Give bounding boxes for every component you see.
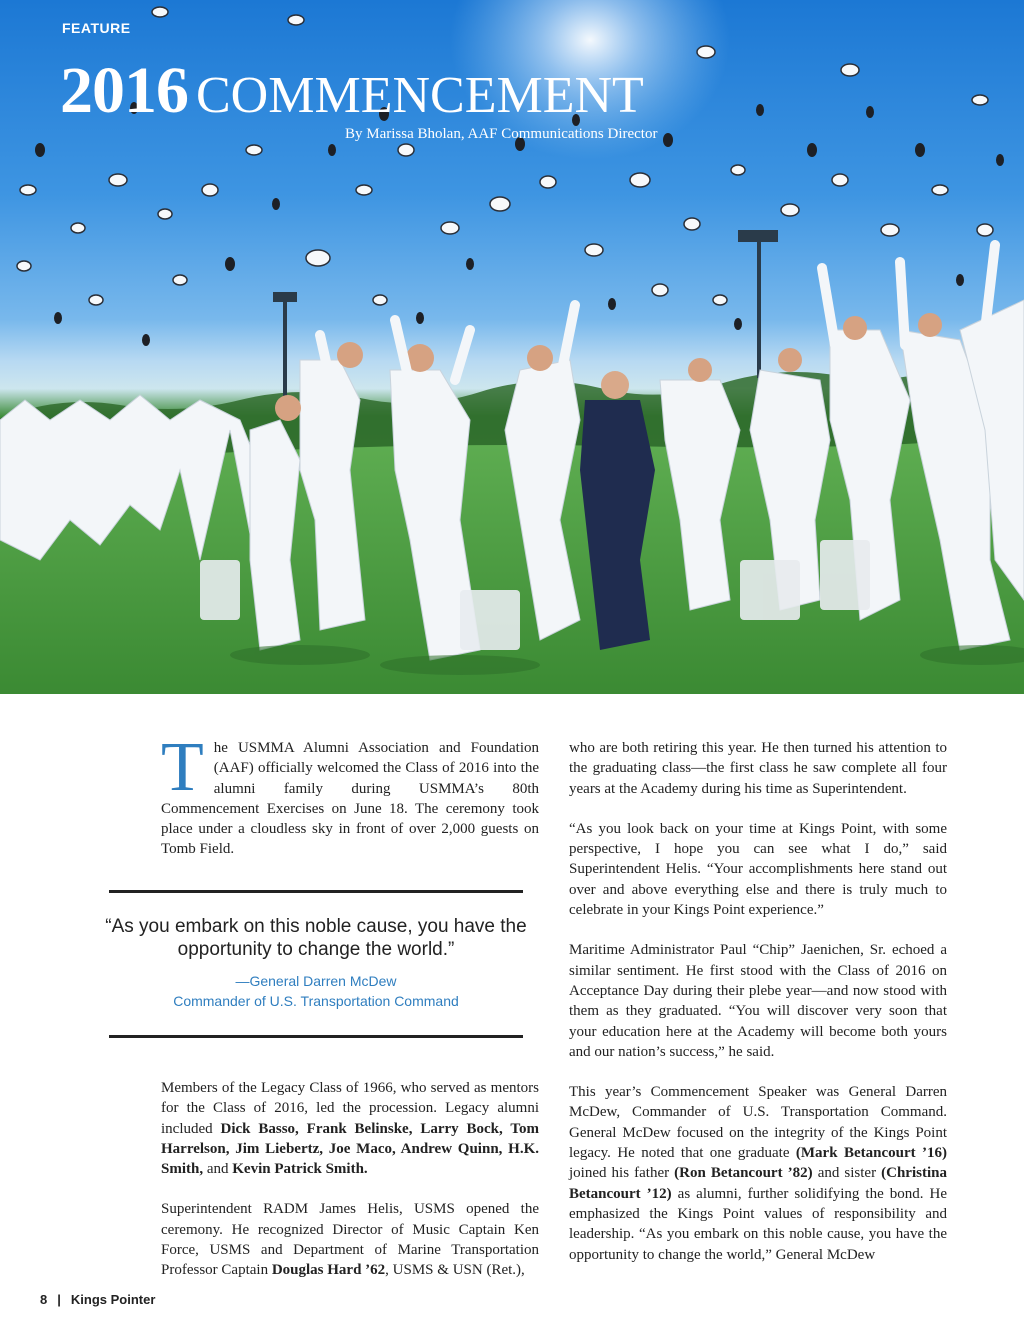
superintendent-text: Superintendent RADM James Helis, USMS opened the ceremony. He recognized Director of Music Captain Ken Force, USMS and Department of Marine Transportation Professor Captain (161, 1201, 539, 1279)
christina-betancourt: (Christina Betancourt ’12) (569, 1165, 947, 1202)
mcdew-text-e: and sister (812, 1165, 882, 1182)
pull-quote-top-rule (109, 890, 523, 893)
mcdew-paragraph (569, 1082, 947, 1265)
footer-separator: | (57, 1292, 61, 1307)
legacy-text: Members of the Legacy Class of 1966, who served as mentors for the Class of 2016, led the procession. Legacy alumni included (161, 1080, 539, 1137)
title-year: 2016 (60, 54, 188, 127)
title-word: COMMENCEMENT (196, 67, 644, 124)
page-title (60, 54, 644, 127)
intro-paragraph (161, 729, 539, 860)
page-footer (40, 1292, 155, 1307)
pull-quote (100, 890, 532, 1038)
intro-text: he USMMA Alumni Association and Foundation (AAF) officially welcomed the Class of 2016 into the alumni family during USMMA’s 80th Commencement Exercises on June 18. The ceremony took place under a cloudless sky in front of over 2,000 guests on Tomb Field. (161, 740, 539, 858)
mcdew-text-g: as alumni, further solidifying the bond. He emphasized the Kings Point values of responsibility and leadership. “As you embark on this noble cause, you have the opportunity to change the world,” General McDew (569, 1185, 947, 1263)
mcdew-text-a: This year’s Commencement Speaker was General Darren McDew, Commander of U.S. Transportation Command. General McDew focused on the integrity of the Kings Point legacy. He noted that one graduate (569, 1084, 947, 1162)
section-label: FEATURE (62, 20, 131, 36)
dropcap: T (161, 729, 204, 806)
byline: By Marissa Bholan, AAF Communications Director (345, 126, 658, 142)
superintendent-text-end: , USMS & USN (Ret.), (385, 1262, 525, 1279)
attribution-title: Commander of U.S. Transportation Command (173, 993, 459, 1009)
pull-quote-bottom-rule (109, 1035, 523, 1038)
legacy-and: and (203, 1161, 233, 1178)
attribution-name: —General Darren McDew (235, 973, 397, 989)
right-column (569, 738, 947, 1285)
legacy-names: Dick Basso, Frank Belinske, Larry Bock, Tom Harrelson, Jim Liebertz, Joe Maco, Andrew Quinn, H.K. Smith, (161, 1120, 539, 1178)
left-column-continued (161, 1078, 539, 1301)
jaenichen-paragraph: Maritime Administrator Paul “Chip” Jaenichen, Sr. echoed a similar sentiment. He first stood with the Class of 2016 on Acceptance Day during their plebe year—and now stood with them as they graduated. “You will discover very soon that your education here at the Academy will become both yours and our nation’s success,” he said. (569, 942, 947, 1060)
mcdew-text-c: joined his father (569, 1165, 675, 1182)
legacy-last-name: Kevin Patrick Smith. (232, 1161, 368, 1178)
legacy-paragraph (161, 1078, 539, 1179)
mark-betancourt: (Mark Betancourt ’16) (795, 1145, 947, 1162)
left-column-intro (161, 729, 539, 880)
pull-quote-text: “As you embark on this noble cause, you have the opportunity to change the world.” (105, 916, 527, 960)
helis-quote-paragraph: “As you look back on your time at Kings Point, with some perspective, I hope you can see what I do,” said Superintendent Helis. “Your accomplishments here stand out over and above everything else and there is truly much to celebrate in your Kings Point experience.” (569, 820, 947, 919)
pull-quote-attribution (100, 971, 532, 1011)
hard-name: Douglas Hard ’62 (271, 1262, 386, 1279)
retiring-paragraph: who are both retiring this year. He then turned his attention to the graduating class—the first class he saw complete all four years at the Academy during his time as Superintendent. (569, 740, 947, 797)
ron-betancourt: (Ron Betancourt ’82) (674, 1165, 813, 1182)
page-number: 8 (40, 1292, 48, 1307)
publication-name: Kings Pointer (70, 1292, 156, 1307)
superintendent-paragraph (161, 1199, 539, 1280)
